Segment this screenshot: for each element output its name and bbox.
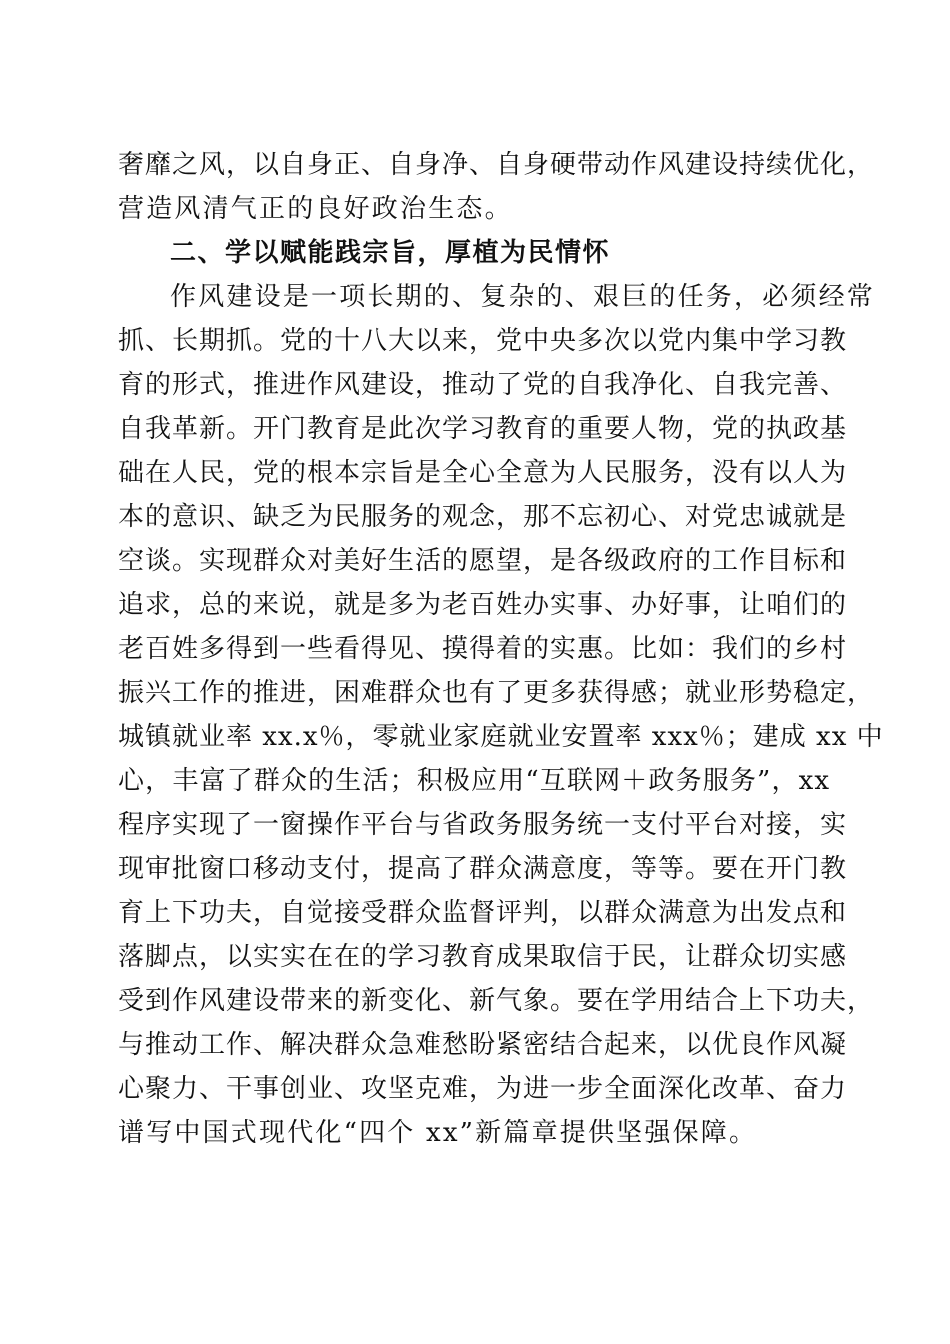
paragraph-line: 追求，总的来说，就是多为老百姓办实事、办好事，让咱们的	[118, 590, 848, 620]
paragraph-line: 心，丰富了群众的生活；积极应用“互联网＋政务服务”，xx	[118, 766, 830, 796]
paragraph-line: 空谈。实现群众对美好生活的愿望，是各级政府的工作目标和	[118, 546, 848, 576]
paragraph-line: 营造风清气正的良好政治生态。	[118, 194, 513, 224]
paragraph-line: 与推动工作、解决群众急难愁盼紧密结合起来，以优良作风凝	[118, 1030, 848, 1060]
paragraph-line: 现审批窗口移动支付，提高了群众满意度，等等。要在开门教	[118, 854, 848, 884]
paragraph-line: 振兴工作的推进，困难群众也有了更多获得感；就业形势稳定，	[118, 678, 875, 708]
paragraph-line: 础在人民，党的根本宗旨是全心全意为人民服务，没有以人为	[118, 458, 848, 488]
paragraph-line: 心聚力、干事创业、攻坚克难，为进一步全面深化改革、奋力	[118, 1074, 848, 1104]
paragraph-line: 本的意识、缺乏为民服务的观念，那不忘初心、对党忠诚就是	[118, 502, 848, 532]
paragraph-line: 落脚点，以实实在在的学习教育成果取信于民，让群众切实感	[118, 942, 848, 972]
paragraph-line: 育上下功夫，自觉接受群众监督评判，以群众满意为出发点和	[118, 898, 848, 928]
paragraph-line: 程序实现了一窗操作平台与省政务服务统一支付平台对接，实	[118, 810, 848, 840]
section-heading: 二、学以赋能践宗旨，厚植为民情怀	[170, 238, 611, 268]
paragraph-line: 作风建设是一项长期的、复杂的、艰巨的任务，必须经常	[170, 282, 876, 312]
paragraph-line: 自我革新。开门教育是此次学习教育的重要人物，党的执政基	[118, 414, 848, 444]
paragraph-line: 育的形式，推进作风建设，推动了党的自我净化、自我完善、	[118, 370, 848, 400]
paragraph-line: 城镇就业率 xx.x％，零就业家庭就业安置率 xxx％；建成 xx 中	[118, 722, 884, 752]
document-body	[118, 143, 884, 1155]
paragraph-line: 谱写中国式现代化“四个 xx”新篇章提供坚强保障。	[118, 1118, 758, 1148]
paragraph-line: 奢靡之风，以自身正、自身净、自身硬带动作风建设持续优化，	[118, 150, 875, 180]
paragraph-line: 受到作风建设带来的新变化、新气象。要在学用结合上下功夫，	[118, 986, 875, 1016]
paragraph-line: 老百姓多得到一些看得见、摸得着的实惠。比如：我们的乡村	[118, 634, 848, 664]
paragraph-line: 抓、长期抓。党的十八大以来，党中央多次以党内集中学习教	[118, 326, 848, 356]
